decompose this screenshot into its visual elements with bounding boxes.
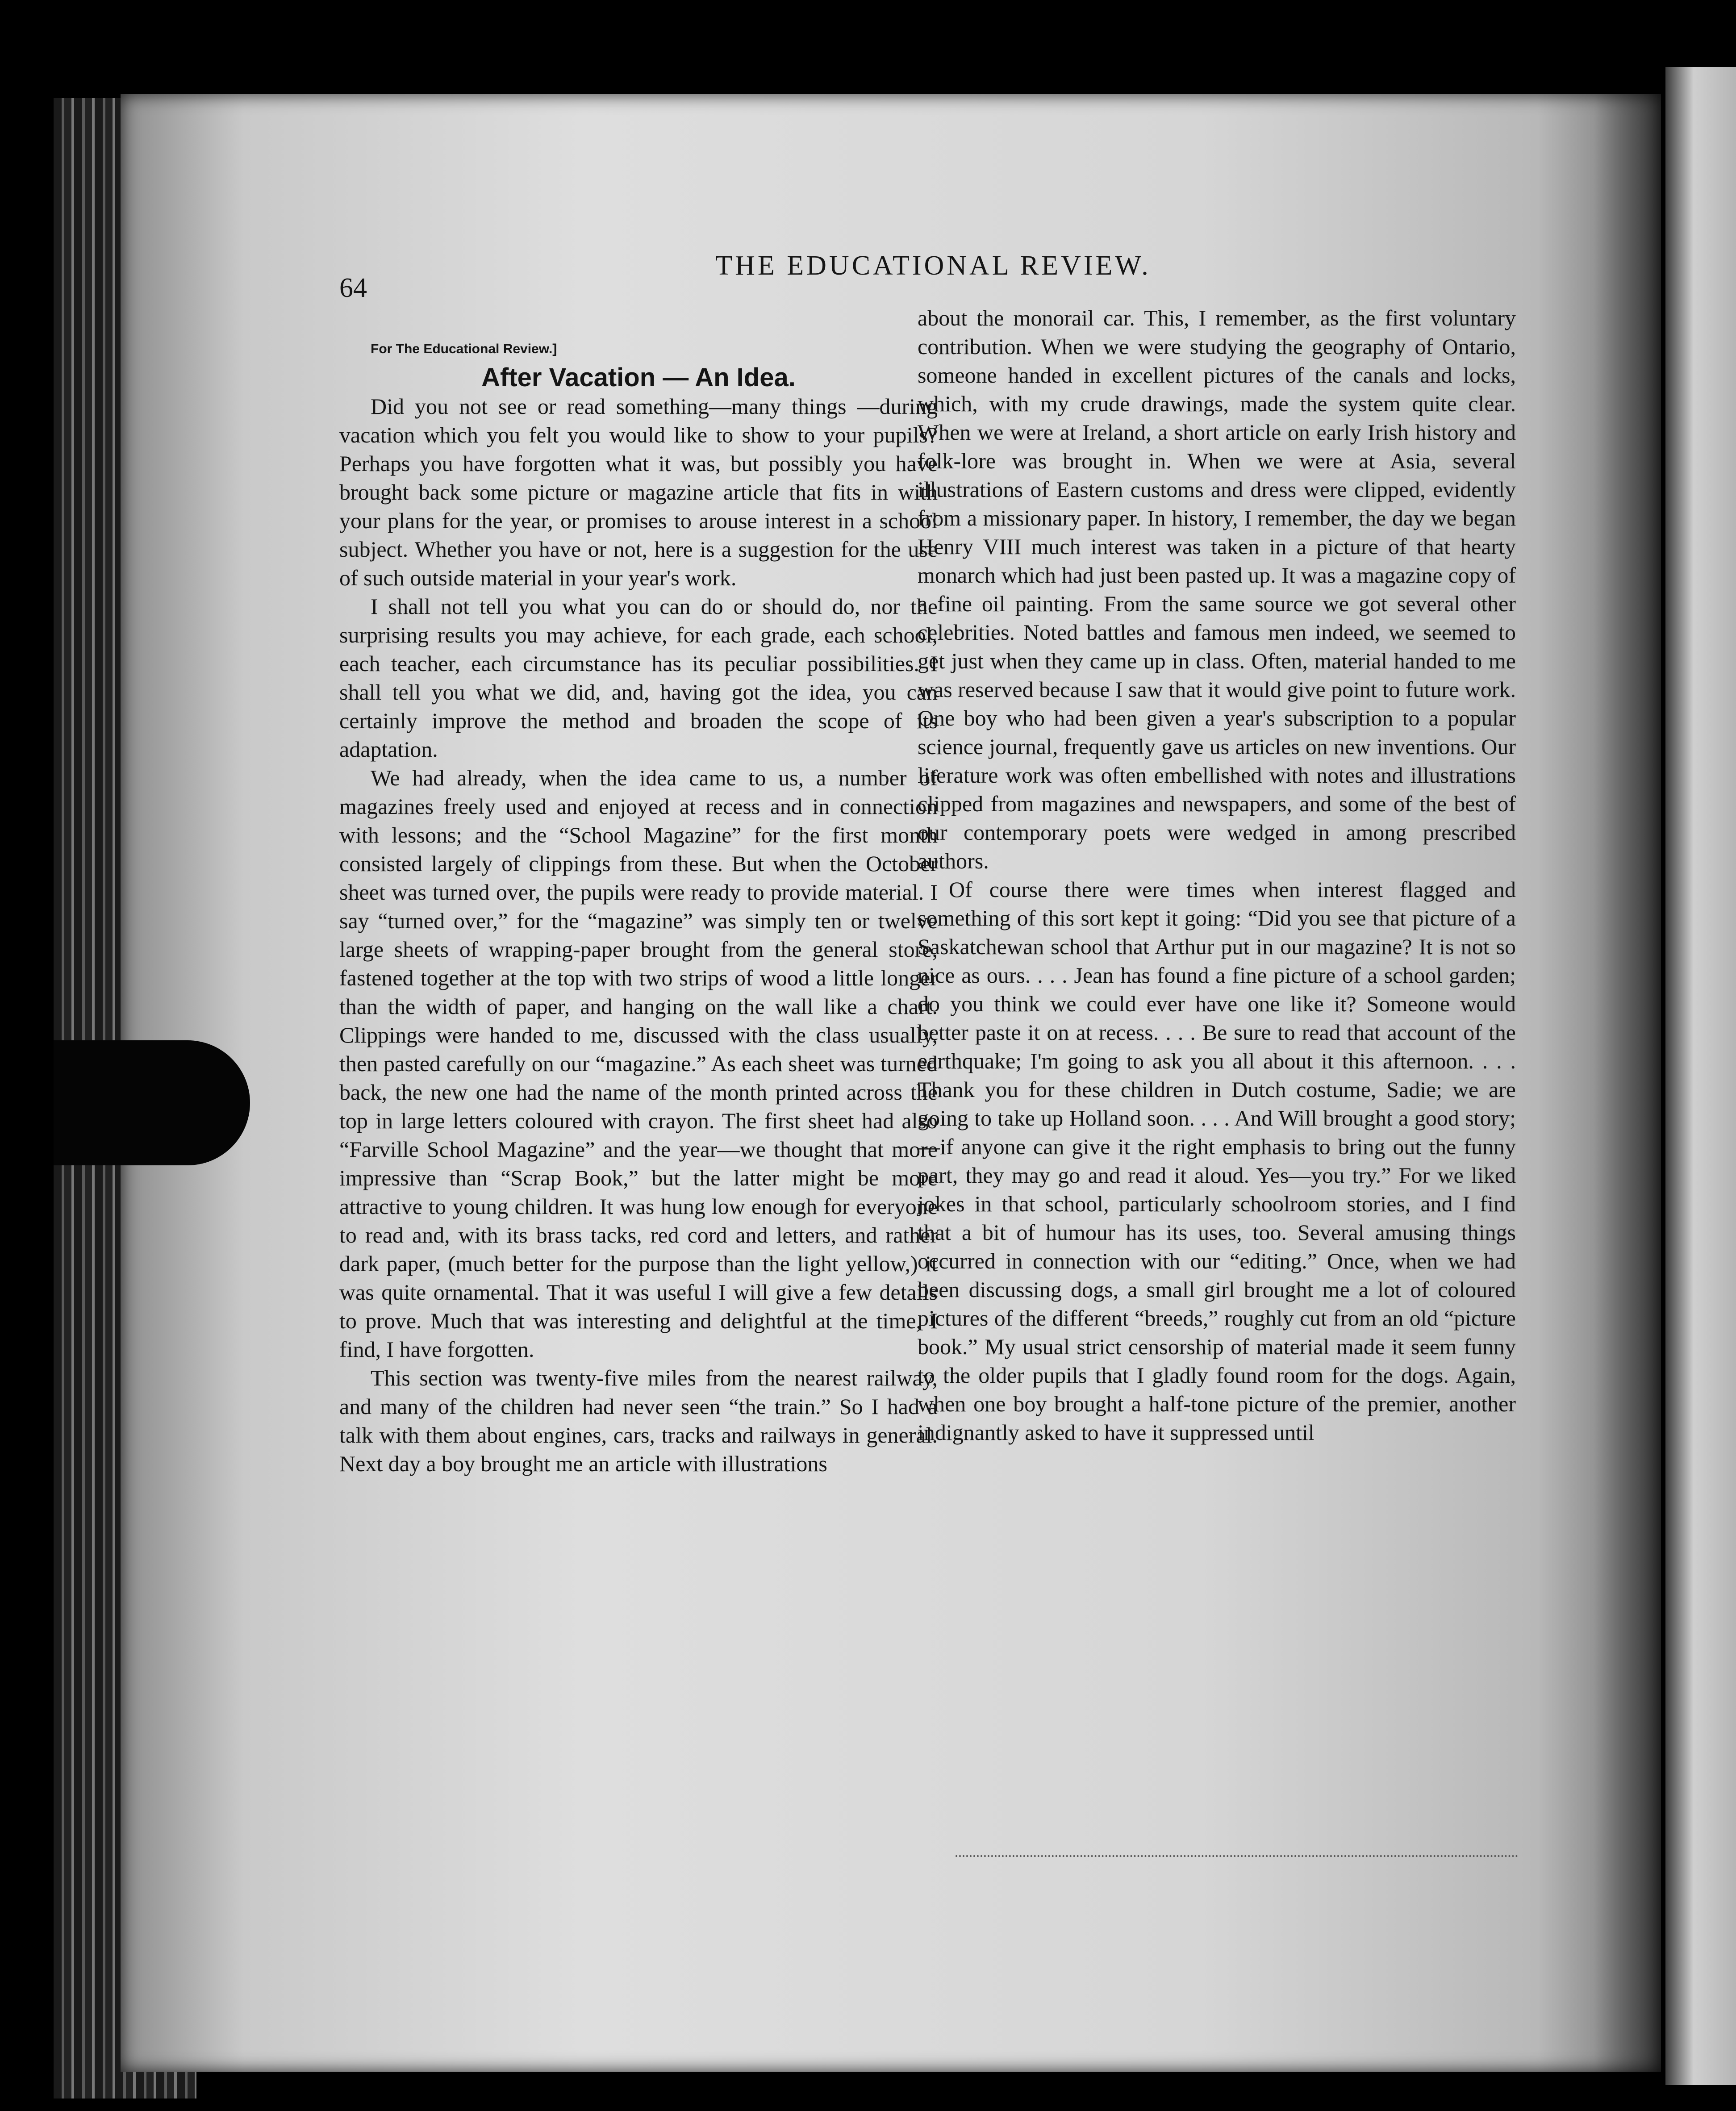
paragraph: Of course there were times when interest flagged and something of this sort kept it going: “Did you see that picture of a Saskatchewan school that Arthur put in our magazine? It is not so nice as ours. . . . Jean has found a fine picture of a school garden; do you think we could ever have one like it? Someone would better paste it on at recess. . . . Be sure to read that account of the earthquake; I'm going to ask you all about it this afternoon. . . . Thank you for these children in Dutch costume, Sadie; we are going to take up Holland soon. . . . And Will brought a good story; —if anyone can give it the right emphasis to bring out the funny part, they may go and read it aloud. Yes—you try.” For we liked jokes in that school, particularly schoolroom stories, and I find that a bit of humour has its uses, too. Several amusing things occurred in connection with our “editing.” Once, when we had been discussing dogs, a small girl brought me a lot of coloured pictures of the different “breeds,” roughly cut from an old “picture book.” My usual strict censorship of material made it seem funny to the older pupils that I gladly found room for the dogs. Again, when one boy brought a half-tone picture of the premier, another indignantly asked to have it suppressed until — [918, 877, 1516, 1445]
page-number: 64 — [339, 273, 367, 303]
paragraph: about the monorail car. This, I remember, as the first voluntary contribution. When we were studying the geography of Ontario, someone handed in excellent pictures of the canals and locks, which, with my crude drawings, made the system quite clear. When we were at Ireland, a short article on early Irish history and folk-lore was brought in. When we were at Asia, several illustrations of Eastern customs and dress were clipped, evidently from a missionary paper. In history, I remember, the day we began Henry VIII much interest was taken in a picture of that hearty monarch which had just been pasted up. It was a magazine copy of a fine oil painting. From the same source we got several other celebrities. Noted battles and famous men indeed, we seemed to get just when they came up in class. Often, material handed to me was reserved because I saw that it would give point to future work. One boy who had been given a year's subscription to a popular science journal, frequently gave us articles on new inventions. Our literature work was often embellished with notes and illustrations clipped from magazines and newspapers, and some of the best of our contemporary poets were wedged in among prescribed authors. — [918, 305, 1516, 873]
facing-page-edge — [1665, 67, 1736, 2085]
article-title: After Vacation — An Idea. — [481, 363, 796, 392]
thumb-silhouette — [54, 1040, 250, 1165]
paragraph: Did you not see or read something—many things —during vacation which you felt you would like to show to your pupils? Perhaps you have forgotten what it was, but possibly you have brought back some picture or magazine article that fits in with your plans for the year, or promises to arouse interest in a school subject. Whether you have or not, here is a suggestion for the use of such outside material in your year's work. — [339, 394, 938, 590]
left-column — [339, 335, 938, 1478]
paragraph: I shall not tell you what you can do or should do, nor the surprising results you may achieve, for each grade, each school, each teacher, each circumstance has its peculiar possibilities. I shall tell you what we did, and, having got the idea, you can certainly improve the method and broaden the scope of its adaptation. — [339, 594, 938, 762]
paragraph: We had already, when the idea came to us, a number of magazines freely used and enjoyed at recess and in connection with lessons; and the “School Magazine” for the first month consisted largely of clippings from these. But when the October sheet was turned over, the pupils were ready to provide material. I say “turned over,” for the “magazine” was simply ten or twelve large sheets of wrapping-paper brought from the general store, fastened together at the top with two strips of wood a little longer than the width of paper, and hanging on the wall like a chart. Clippings were handed to me, discussed with the class usually, then pasted carefully on our “magazine.” As each sheet was turned back, the new one had the name of the month printed across the top in large letters coloured with crayon. The first sheet had also “Farville School Magazine” and the year—we thought that more impressive than “Scrap Book,” but the latter might be more attractive to young children. It was hung low enough for everyone to read and, with its brass tacks, red cord and letters, and rather dark paper, (much better for the purpose than the light yellow,) it was quite ornamental. That it was useful I will give a few details to prove. Much that was interesting and delightful at the time, I find, I have forgotten. — [339, 765, 938, 1362]
spine-shadow — [1594, 94, 1665, 2072]
source-line: For The Educational Review.] — [371, 342, 557, 356]
running-head: THE EDUCATIONAL REVIEW. — [715, 250, 1151, 281]
dotted-rule — [956, 1855, 1518, 1857]
paragraph: This section was twenty-five miles from the nearest railway, and many of the children had never seen “the train.” So I had a talk with them about engines, cars, tracks and railways in general. Next day a boy brought me an article with illustrations — [339, 1365, 938, 1476]
right-column — [918, 304, 1516, 1447]
